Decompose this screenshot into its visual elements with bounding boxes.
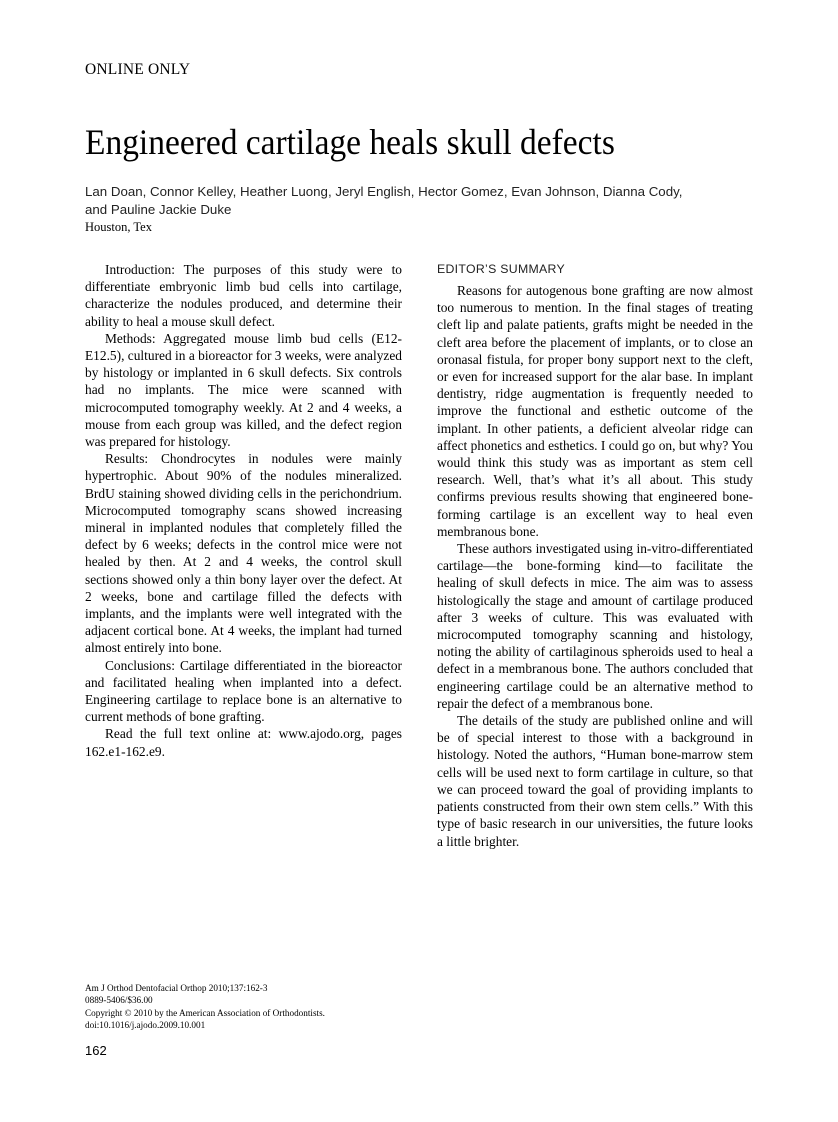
affiliation: Houston, Tex (85, 220, 152, 234)
abstract-column (85, 261, 402, 760)
summary-paragraph-3: The details of the study are published online and will be of special interest to those with a background in histology. Noted the authors, “Human bone-marrow stem cells will be used next to form cartilage in culture, so that we can proceed toward the goal of providing implants to patients constructed from their own stem cells.” With this type of basic research in our universities, the future looks a little brighter. (437, 713, 753, 849)
abstract-conclusions: Conclusions: Cartilage differentiated in the bioreactor and facilitated healing when implanted into a defect. Engineering cartilage to replace bone is an alternative to current methods of bone grafting. (85, 657, 402, 725)
read-more-link[interactable]: Read the full text online at: www.ajodo.org, pages 162.e1-162.e9. (85, 726, 402, 759)
authors-line-1: Lan Doan, Connor Kelley, Heather Luong, Jeryl English, Hector Gomez, Evan Johnson, Dianna Cody, (85, 184, 683, 199)
editors-summary-column (437, 261, 753, 850)
author-list (85, 183, 745, 219)
abstract-introduction: Introduction: The purposes of this study were to differentiate embryonic limb bud cells into cartilage, characterize the nodules produced, and determine their ability to heal a mouse skull defect. (85, 262, 402, 329)
summary-paragraph-2: These authors investigated using in-vitro-differentiated cartilage—the bone-forming kind—to facilitate the healing of skull defects in mice. The aim was to assess histologically the stage and amount of cartilage produced after 3 weeks of culture. This was evaluated with microcomputed tomography scanning and histology, noting the ability of cartilaginous spheroids used to heal a defect in a membranous bone. The authors concluded that engineering cartilage could be an alternative method to repair the defect of a membranous bone. (437, 541, 753, 711)
section-label: ONLINE ONLY (85, 61, 191, 78)
abstract-methods: Methods: Aggregated mouse limb bud cells (E12-E12.5), cultured in a bioreactor for 3 weeks, were analyzed by histology or implanted in 6 skull defects. Six controls had no implants. The mice were scanned with microcomputed tomography weekly. At 2 and 4 weeks, a mouse from each group was killed, and the defect region was prepared for histology. (85, 330, 402, 450)
abstract-results: Results: Chondrocytes in nodules were mainly hypertrophic. About 90% of the nodules mineralized. BrdU staining showed dividing cells in the perichondrium. Microcomputed tomography scans showed increasing mineral in implanted nodules that completely filled the defect by 6 weeks; defects in the control mice were not healed by then. At 2 and 4 weeks, the control skull sections showed only a thin bony layer over the defect. At 2 weeks, bone and cartilage filled the defects with implants, and the implants were well integrated with the adjacent cortical bone. At 4 weeks, the implant had turned almost entirely into bone. (85, 451, 402, 656)
journal-citation: Am J Orthod Dentofacial Orthop 2010;137:162-3 (85, 983, 268, 993)
authors-line-2: and Pauline Jackie Duke (85, 202, 232, 217)
article-title: Engineered cartilage heals skull defects (85, 122, 615, 162)
copyright-notice: Copyright © 2010 by the American Association of Orthodontists. (85, 1007, 325, 1018)
editors-summary-heading: EDITOR’S SUMMARY (437, 262, 566, 276)
footer-citation-block (85, 982, 485, 1032)
summary-paragraph-1: Reasons for autogenous bone grafting are now almost too numerous to mention. In the final stages of treating cleft lip and palate patients, grafts might be needed in the cleft area before the placement of implants, or to close an oronasal fistula, for proper bony support next to the cleft, or even for increased support for the alar base. In implant dentistry, ridge augmentation is frequently needed to improve the functional and esthetic outcome of the implant. In other patients, a deficient alveolar ridge can affect phonetics and esthetics. I could go on, but why? You would think this study was as important as stem cell research. Well, that’s what it’s all about. This study confirms previous results showing that engineered bone-forming cartilage is an excellent way to heal even membranous bone. (437, 283, 753, 539)
issn: 0889-5406/$36.00 (85, 995, 153, 1006)
page-number: 162 (85, 1043, 107, 1058)
doi[interactable]: doi:10.1016/j.ajodo.2009.10.001 (85, 1020, 206, 1031)
